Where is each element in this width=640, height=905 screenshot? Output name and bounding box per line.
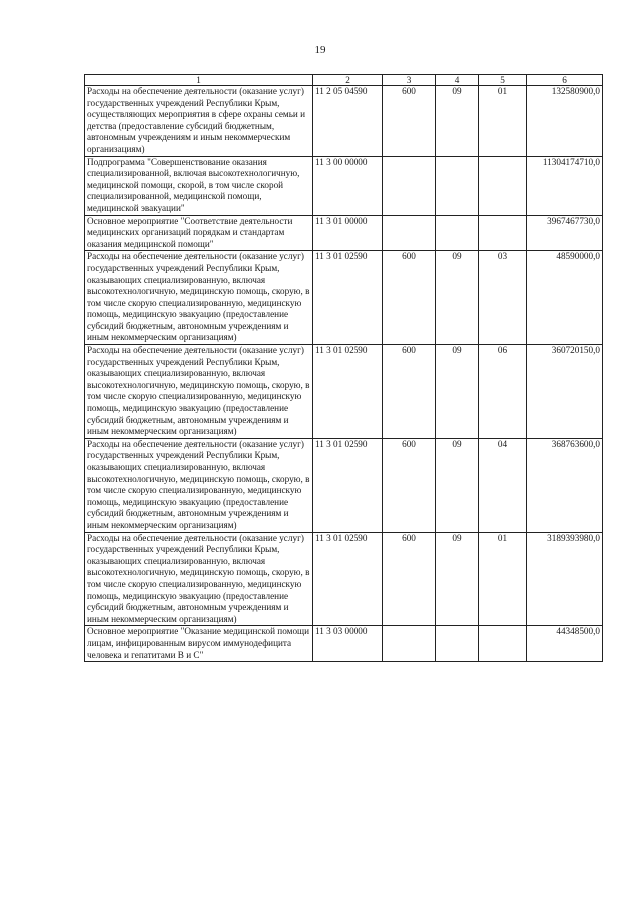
row-description: Расходы на обеспечение деятельности (оказание услуг) государственных учреждений Республики Крым, оказывающих специализированную, включая высокотехнологичную, медицинскую помощь, скорую, в том числе скорую специализированную, медицинскую помощь, медицинскую эвакуацию (предоставление субсидий бюджетным, автономным учреждениям и иным некоммерческим организациям) <box>85 532 313 626</box>
column-header-1: 1 <box>85 75 313 86</box>
row-expense-type: 600 <box>383 532 436 626</box>
table-row <box>85 86 603 157</box>
row-target-code: 11 2 05 04590 <box>313 86 383 157</box>
column-header-4: 4 <box>436 75 479 86</box>
row-amount: 3967467730,0 <box>527 215 603 251</box>
row-section: 09 <box>436 532 479 626</box>
row-expense-type: 600 <box>383 438 436 532</box>
page-number: 19 <box>314 44 326 56</box>
row-amount: 368763600,0 <box>527 438 603 532</box>
row-amount: 44348500,0 <box>527 626 603 662</box>
table-row <box>85 532 603 626</box>
row-subsection: 06 <box>479 345 527 439</box>
row-section: 09 <box>436 86 479 157</box>
table-row <box>85 438 603 532</box>
row-description: Расходы на обеспечение деятельности (оказание услуг) государственных учреждений Республики Крым, оказывающих специализированную, включая высокотехнологичную, медицинскую помощь, скорую, в том числе скорую специализированную, медицинскую помощь, медицинскую эвакуацию (предоставление субсидий бюджетным, автономным учреждениям и иным некоммерческим организациям) <box>85 438 313 532</box>
budget-table <box>84 74 603 662</box>
row-description: Расходы на обеспечение деятельности (оказание услуг) государственных учреждений Республики Крым, осуществляющих мероприятия в сфере охраны семьи и детства (предоставление субсидий бюджетным, автономным учреждениям и иным некоммерческим организациям) <box>85 86 313 157</box>
row-target-code: 11 3 01 02590 <box>313 438 383 532</box>
row-section <box>436 626 479 662</box>
row-expense-type: 600 <box>383 86 436 157</box>
row-amount: 3189393980,0 <box>527 532 603 626</box>
row-target-code: 11 3 01 02590 <box>313 251 383 345</box>
row-description: Расходы на обеспечение деятельности (оказание услуг) государственных учреждений Республики Крым, оказывающих специализированную, включая высокотехнологичную, медицинскую помощь, скорую, в том числе скорую специализированную, медицинскую помощь, медицинскую эвакуацию (предоставление субсидий бюджетным, автономным учреждениям и иным некоммерческим организациям) <box>85 251 313 345</box>
table-row <box>85 156 603 215</box>
row-target-code: 11 3 00 00000 <box>313 156 383 215</box>
row-description: Основное мероприятие "Оказание медицинской помощи лицам, инфицированным вирусом иммунодефицита человека и гепатитами В и С" <box>85 626 313 662</box>
column-header-3: 3 <box>383 75 436 86</box>
row-expense-type <box>383 156 436 215</box>
row-amount: 360720150,0 <box>527 345 603 439</box>
row-subsection: 01 <box>479 86 527 157</box>
row-target-code: 11 3 01 00000 <box>313 215 383 251</box>
row-target-code: 11 3 01 02590 <box>313 532 383 626</box>
row-expense-type <box>383 626 436 662</box>
row-subsection <box>479 215 527 251</box>
row-subsection: 03 <box>479 251 527 345</box>
row-section <box>436 215 479 251</box>
row-target-code: 11 3 03 00000 <box>313 626 383 662</box>
row-expense-type: 600 <box>383 345 436 439</box>
table-row <box>85 345 603 439</box>
table-row <box>85 626 603 662</box>
row-expense-type <box>383 215 436 251</box>
row-subsection: 01 <box>479 532 527 626</box>
column-header-6: 6 <box>527 75 603 86</box>
row-amount: 48590000,0 <box>527 251 603 345</box>
row-section: 09 <box>436 345 479 439</box>
row-expense-type: 600 <box>383 251 436 345</box>
column-header-2: 2 <box>313 75 383 86</box>
row-subsection: 04 <box>479 438 527 532</box>
table-row <box>85 251 603 345</box>
row-amount: 11304174710,0 <box>527 156 603 215</box>
row-target-code: 11 3 01 02590 <box>313 345 383 439</box>
row-subsection <box>479 626 527 662</box>
table-header-row <box>85 75 603 86</box>
row-subsection <box>479 156 527 215</box>
row-section: 09 <box>436 251 479 345</box>
column-header-5: 5 <box>479 75 527 86</box>
table-row <box>85 215 603 251</box>
row-section: 09 <box>436 438 479 532</box>
row-description: Основное мероприятие "Соответствие деятельности медицинских организаций порядкам и стандартам оказания медицинской помощи" <box>85 215 313 251</box>
row-section <box>436 156 479 215</box>
row-description: Расходы на обеспечение деятельности (оказание услуг) государственных учреждений Республики Крым, оказывающих специализированную, включая высокотехнологичную, медицинскую помощь, скорую, в том числе скорую специализированную, медицинскую помощь, медицинскую эвакуацию (предоставление субсидий бюджетным, автономным учреждениям и иным некоммерческим организациям) <box>85 345 313 439</box>
row-amount: 132580900,0 <box>527 86 603 157</box>
row-description: Подпрограмма "Совершенствование оказания специализированной, включая высокотехнологичную, медицинской помощи, скорой, в том числе скорой специализированной, медицинской помощи, медицинской эвакуации" <box>85 156 313 215</box>
